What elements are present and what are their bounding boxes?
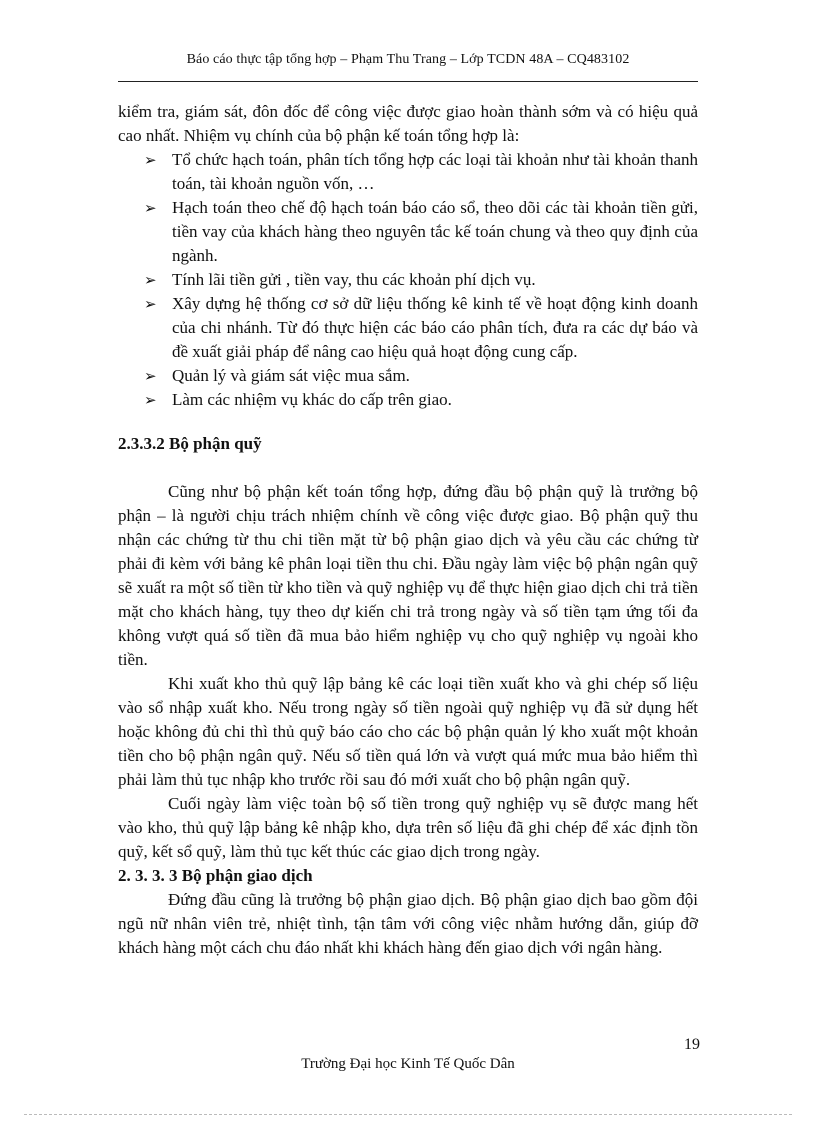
list-item: ➢ Tổ chức hạch toán, phân tích tổng hợp các loại tài khoản như tài khoản thanh toán, tài khoản nguồn vốn, … xyxy=(144,150,698,193)
section-heading-transaction: 2. 3. 3. 3 Bộ phận giao dịch xyxy=(118,866,313,885)
page-footer: Trường Đại học Kinh Tế Quốc Dân xyxy=(301,1056,515,1072)
section-heading-fund: 2.3.3.2 Bộ phận quỹ xyxy=(118,434,262,453)
duties-list xyxy=(144,148,698,412)
list-item: ➢ Hạch toán theo chế độ hạch toán báo cáo sổ, theo dõi các tài khoản tiền gửi, tiền vay của khách hàng theo nguyên tắc kế toán chung và theo quy định của ngành. xyxy=(144,198,698,265)
fund-paragraph-1: Cũng như bộ phận kết toán tổng hợp, đứng đầu bộ phận quỹ là trưởng bộ phận – là người chịu trách nhiệm chính về công việc được giao. Bộ phận quỹ thu nhận các chứng từ thu chi tiền mặt từ bộ phận giao dịch và yêu cầu các chứng từ phải đi kèm với bảng kê phân loại tiền thu chi. Đầu ngày làm việc bộ phận ngân quỹ sẽ xuất ra một số tiền từ kho tiền và quỹ nghiệp vụ để thực hiện giao dịch chi trả tiền mặt cho khách hàng, tụy theo dự kiến chi trả trong ngày và số tiền tạm ứng tối đa không vượt quá số tiền đã mua bảo hiểm nghiệp vụ cho quỹ nghiệp vụ ngoài kho tiền. xyxy=(118,482,698,669)
page-body xyxy=(118,100,698,960)
arrow-bullet-icon: ➢ xyxy=(144,151,157,169)
list-item: ➢ Tính lãi tiền gửi , tiền vay, thu các khoản phí dịch vụ. xyxy=(144,268,698,292)
intro-paragraph: kiểm tra, giám sát, đôn đốc để công việc được giao hoàn thành sớm và có hiệu quả cao nhất. Nhiệm vụ chính của bộ phận kế toán tổng hợp là: xyxy=(118,102,698,145)
fund-paragraph-2: Khi xuất kho thủ quỹ lập bảng kê các loại tiền xuất kho và ghi chép số liệu vào sổ nhập xuất kho. Nếu trong ngày số tiền ngoài quỹ nghiệp vụ đã sử dụng hết hoặc không đủ chi thì thủ quỹ báo cáo cho các bộ phận quản lý kho xuất một khoản tiền cho bộ phận ngân quỹ. Nếu số tiền quá lớn và vượt quá mức mua bảo hiểm thì phải làm thủ tục nhập kho trước rồi sau đó mới xuất cho bộ phận ngân quỹ. xyxy=(118,674,698,789)
header-divider xyxy=(118,81,698,82)
list-item: ➢ Xây dựng hệ thống cơ sở dữ liệu thống kê kinh tế về hoạt động kinh doanh của chi nhánh. Từ đó thực hiện các báo cáo phân tích, đưa ra các dự báo và đề xuất giải pháp để nâng cao hiệu quả hoạt động cung cấp. xyxy=(144,294,698,361)
page-number: 19 xyxy=(684,1036,700,1053)
transaction-paragraph-1: Đứng đầu cũng là trưởng bộ phận giao dịch. Bộ phận giao dịch bao gồm đội ngũ nữ nhân viên trẻ, nhiệt tình, tận tâm với công việc nhằm hướng dẫn, giúp đỡ khách hàng một cách chu đáo nhất khi khách hàng đến giao dịch với ngân hàng. xyxy=(118,890,698,957)
arrow-bullet-icon: ➢ xyxy=(144,271,157,289)
arrow-bullet-icon: ➢ xyxy=(144,199,157,217)
page-edge-divider xyxy=(24,1114,792,1115)
list-item: ➢ Quản lý và giám sát việc mua sắm. xyxy=(144,364,698,388)
arrow-bullet-icon: ➢ xyxy=(144,295,157,313)
arrow-bullet-icon: ➢ xyxy=(144,391,157,409)
page-header: Báo cáo thực tập tổng hợp – Phạm Thu Trang – Lớp TCDN 48A – CQ483102 xyxy=(186,52,630,67)
fund-paragraph-3: Cuối ngày làm việc toàn bộ số tiền trong quỹ nghiệp vụ sẽ được mang hết vào kho, thủ quỹ lập bảng kê nhập kho, dựa trên số liệu đã ghi chép để xác định tồn quỹ, kết sổ quỹ, làm thủ tục kết thúc các giao dịch trong ngày. xyxy=(118,794,698,861)
list-item: ➢ Làm các nhiệm vụ khác do cấp trên giao. xyxy=(144,388,698,412)
arrow-bullet-icon: ➢ xyxy=(144,367,157,385)
